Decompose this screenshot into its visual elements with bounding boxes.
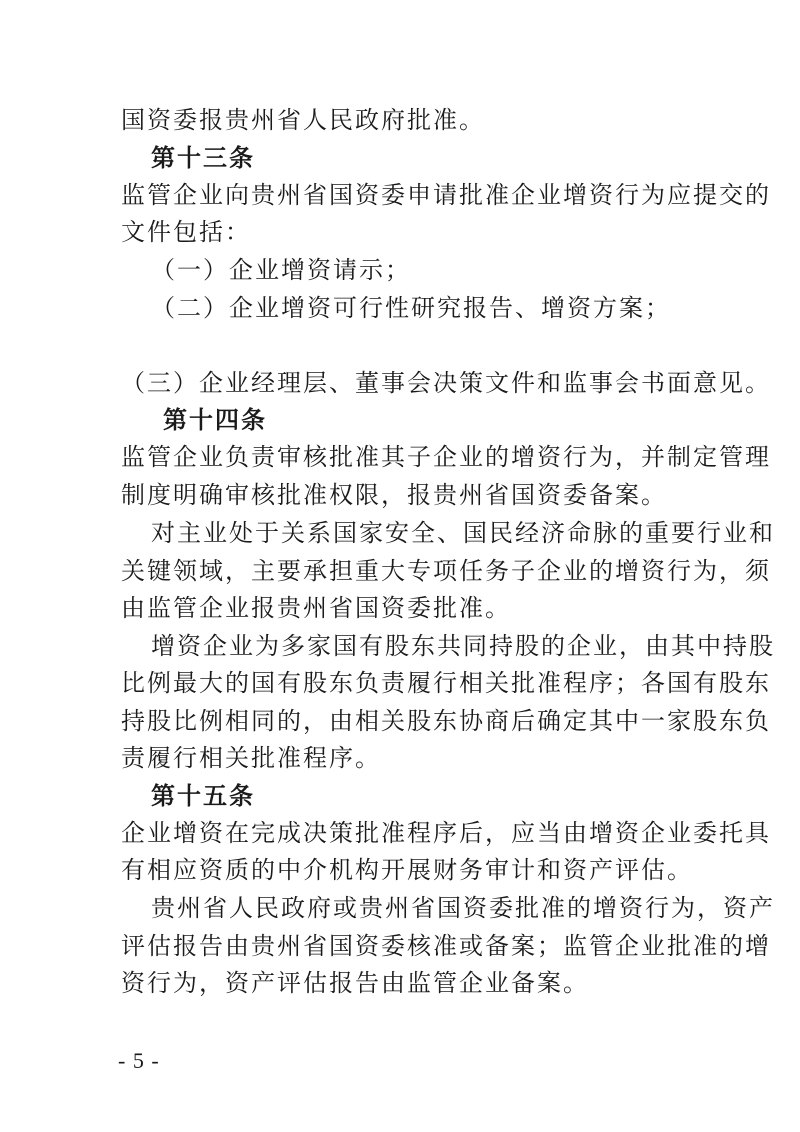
text-line: 资行为，资产评估报告由监管企业备案。 bbox=[121, 969, 589, 997]
text-line: 企业增资在完成决策批准程序后，应当由增资企业委托具 bbox=[121, 819, 771, 847]
text-line: 监管企业负责审核批准其子企业的增资行为，并制定管理 bbox=[121, 443, 771, 471]
text-line: 责履行相关批准程序。 bbox=[121, 744, 381, 772]
list-item: （三）企业经理层、董事会决策文件和监事会书面意见。 bbox=[121, 369, 771, 397]
text-line: 关键领域，主要承担重大专项任务子企业的增资行为，须 bbox=[121, 557, 771, 585]
text-line: 文件包括： bbox=[121, 218, 251, 246]
text-line: 国资委报贵州省人民政府批准。 bbox=[121, 106, 485, 134]
article-13-heading: 第十三条 bbox=[151, 144, 255, 172]
text-line: 增资企业为多家国有股东共同持股的企业，由其中持股 bbox=[151, 632, 775, 660]
text-line: 监管企业向贵州省国资委申请批准企业增资行为应提交的 bbox=[121, 181, 771, 209]
list-item: （一）企业增资请示； bbox=[151, 256, 411, 284]
text-line: 有相应资质的中介机构开展财务审计和资产评估。 bbox=[121, 856, 693, 884]
text-line: 比例最大的国有股东负责履行相关批准程序；各国有股东 bbox=[121, 669, 771, 697]
list-item: （二）企业增资可行性研究报告、增资方案； bbox=[151, 294, 671, 322]
text-line: 由监管企业报贵州省国资委批准。 bbox=[121, 594, 511, 622]
text-line: 评估报告由贵州省国资委核准或备案；监管企业批准的增 bbox=[121, 932, 771, 960]
text-line: 制度明确审核批准权限，报贵州省国资委备案。 bbox=[121, 481, 667, 509]
page-number: - 5 - bbox=[118, 1048, 160, 1073]
text-line: 对主业处于关系国家安全、国民经济命脉的重要行业和 bbox=[151, 519, 775, 547]
text-line: 贵州省人民政府或贵州省国资委批准的增资行为，资产 bbox=[151, 894, 775, 922]
article-15-heading: 第十五条 bbox=[151, 782, 255, 810]
text-line: 持股比例相同的，由相关股东协商后确定其中一家股东负 bbox=[121, 707, 771, 735]
article-14-heading: 第十四条 bbox=[163, 406, 267, 434]
